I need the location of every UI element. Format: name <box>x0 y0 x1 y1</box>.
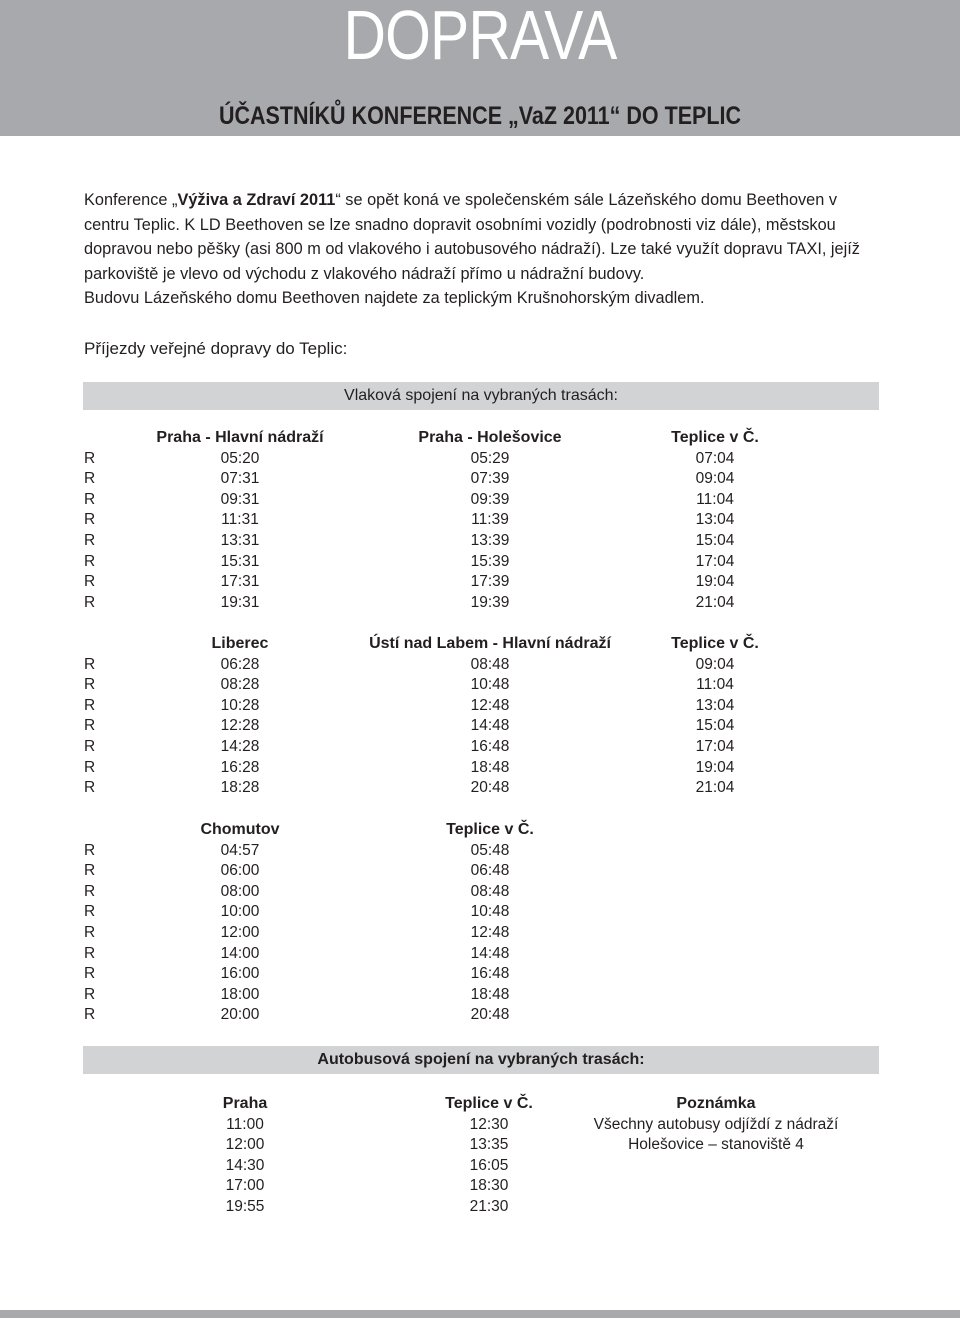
bus-section-band <box>83 1046 879 1074</box>
departure-time: 16:00 <box>220 965 260 983</box>
train-type: R <box>84 552 96 570</box>
stop-time: 08:48 <box>470 882 510 900</box>
timetable-header-row <box>0 820 960 841</box>
stop-time: 18:48 <box>470 758 510 776</box>
column-header: Chomutov <box>200 821 280 838</box>
stop-time: 05:48 <box>470 841 510 859</box>
train-type: R <box>84 511 96 529</box>
departure-time: 06:28 <box>220 655 260 673</box>
conference-name: Výživa a Zdraví 2011 <box>177 190 336 209</box>
timetable-row <box>0 510 960 531</box>
stop-time: 20:48 <box>470 1006 510 1024</box>
train-type: R <box>84 696 96 714</box>
timetable-header-row <box>0 428 960 449</box>
train-type: R <box>84 531 96 549</box>
timetable-row <box>0 469 960 490</box>
arrivals-label: Příjezdy veřejné dopravy do Teplic: <box>84 339 348 358</box>
stop-time: 14:48 <box>470 717 510 735</box>
train-type: R <box>84 841 96 859</box>
column-header: Poznámka <box>676 1095 756 1112</box>
train-timetable-praha <box>0 428 960 613</box>
departure-time: 07:31 <box>220 470 260 488</box>
departure-time: 10:00 <box>220 903 260 921</box>
column-header: Praha - Holešovice <box>418 429 562 446</box>
arrival-time: 21:30 <box>469 1197 509 1215</box>
timetable-row <box>0 737 960 758</box>
departure-time: 06:00 <box>220 862 260 880</box>
train-type: R <box>84 717 96 735</box>
stop-time: 14:48 <box>470 944 510 962</box>
arrival-time: 07:04 <box>695 449 735 467</box>
note: Holešovice – stanoviště 4 <box>628 1136 804 1154</box>
train-type: R <box>84 944 96 962</box>
page-header <box>0 0 960 136</box>
departure-time: 18:28 <box>220 779 260 797</box>
arrival-time: 13:04 <box>695 696 735 714</box>
timetable-row <box>0 882 960 903</box>
timetable-row <box>0 841 960 862</box>
arrival-time: 19:04 <box>695 573 735 591</box>
train-type: R <box>84 593 96 611</box>
stop-time: 13:39 <box>470 531 510 549</box>
stop-time: 16:48 <box>470 737 510 755</box>
departure-time: 17:00 <box>225 1177 265 1195</box>
arrival-time: 11:04 <box>696 490 734 508</box>
intro-paragraph-2: Budovu Lázeňského domu Beethoven najdete za teplickým Krušnohorským divadlem. <box>84 288 705 307</box>
timetable-row <box>0 696 960 717</box>
arrival-time: 11:04 <box>696 676 734 694</box>
stop-time: 17:39 <box>470 573 510 591</box>
arrival-time: 15:04 <box>695 531 735 549</box>
timetable-row <box>0 778 960 799</box>
arrival-time: 17:04 <box>695 737 735 755</box>
departure-time: 13:31 <box>220 531 260 549</box>
bus-row <box>0 1135 960 1156</box>
page-subtitle: ÚČASTNÍKŮ KONFERENCE „VaZ 2011“ DO TEPLIC <box>218 102 742 130</box>
departure-time: 12:00 <box>220 923 260 941</box>
bus-row <box>0 1115 960 1136</box>
timetable-row <box>0 944 960 965</box>
departure-time: 18:00 <box>220 985 260 1003</box>
column-header: Liberec <box>211 635 269 652</box>
timetable-row <box>0 861 960 882</box>
column-header: Ústí nad Labem - Hlavní nádraží <box>369 635 611 652</box>
column-header: Teplice v Č. <box>671 635 759 652</box>
train-type: R <box>84 470 96 488</box>
arrival-time: 15:04 <box>695 717 735 735</box>
train-type: R <box>84 882 96 900</box>
timetable-row <box>0 1005 960 1026</box>
stop-time: 07:39 <box>470 470 510 488</box>
stop-time: 11:39 <box>471 511 509 529</box>
train-section-band <box>83 382 879 410</box>
arrival-time: 13:35 <box>469 1136 509 1154</box>
arrival-time: 21:04 <box>695 593 735 611</box>
timetable-row <box>0 449 960 470</box>
train-type: R <box>84 965 96 983</box>
train-type: R <box>84 985 96 1003</box>
departure-time: 12:00 <box>225 1136 265 1154</box>
departure-time: 09:31 <box>220 490 260 508</box>
train-type: R <box>84 573 96 591</box>
arrival-time: 17:04 <box>695 552 735 570</box>
timetable-row <box>0 531 960 552</box>
departure-time: 08:28 <box>220 676 260 694</box>
column-header: Teplice v Č. <box>446 821 534 838</box>
stop-time: 10:48 <box>470 676 510 694</box>
arrival-time: 16:05 <box>469 1156 509 1174</box>
arrival-time: 09:04 <box>695 470 735 488</box>
departure-time: 14:00 <box>220 944 260 962</box>
departure-time: 11:31 <box>221 511 259 529</box>
note: Všechny autobusy odjíždí z nádraží <box>593 1115 839 1133</box>
departure-time: 04:57 <box>220 841 260 859</box>
stop-time: 06:48 <box>470 862 510 880</box>
footer-bar <box>0 1310 960 1318</box>
bus-section-title: Autobusová spojení na vybraných trasách: <box>317 1051 645 1068</box>
departure-time: 19:55 <box>225 1197 265 1215</box>
departure-time: 12:28 <box>220 717 260 735</box>
column-header: Praha <box>222 1095 268 1112</box>
train-timetable-chomutov <box>0 820 960 1026</box>
timetable-row <box>0 655 960 676</box>
stop-time: 12:48 <box>470 696 510 714</box>
arrival-time: 18:30 <box>469 1177 509 1195</box>
timetable-row <box>0 964 960 985</box>
timetable-row <box>0 923 960 944</box>
train-type: R <box>84 655 96 673</box>
train-type: R <box>84 862 96 880</box>
arrival-time: 12:30 <box>469 1115 509 1133</box>
bus-row <box>0 1197 960 1218</box>
timetable-row <box>0 593 960 614</box>
timetable-row <box>0 985 960 1006</box>
train-type: R <box>84 903 96 921</box>
timetable-row <box>0 675 960 696</box>
bus-header-row <box>0 1094 960 1115</box>
timetable-row <box>0 490 960 511</box>
departure-time: 11:00 <box>226 1115 264 1133</box>
train-type: R <box>84 923 96 941</box>
arrival-time: 13:04 <box>695 511 735 529</box>
stop-time: 12:48 <box>470 923 510 941</box>
bus-row <box>0 1176 960 1197</box>
stop-time: 15:39 <box>470 552 510 570</box>
arrival-time: 21:04 <box>695 779 735 797</box>
timetable-row <box>0 552 960 573</box>
stop-time: 18:48 <box>470 985 510 1003</box>
departure-time: 08:00 <box>220 882 260 900</box>
departure-time: 16:28 <box>220 758 260 776</box>
departure-time: 20:00 <box>220 1006 260 1024</box>
train-type: R <box>84 737 96 755</box>
timetable-row <box>0 758 960 779</box>
stop-time: 08:48 <box>470 655 510 673</box>
timetable-row <box>0 716 960 737</box>
stop-time: 10:48 <box>470 903 510 921</box>
stop-time: 20:48 <box>470 779 510 797</box>
train-type: R <box>84 490 96 508</box>
timetable-row <box>0 902 960 923</box>
departure-time: 10:28 <box>220 696 260 714</box>
departure-time: 05:20 <box>220 449 260 467</box>
departure-time: 17:31 <box>220 573 260 591</box>
departure-time: 14:28 <box>220 737 260 755</box>
departure-time: 15:31 <box>220 552 260 570</box>
intro-paragraph-1 <box>84 188 881 286</box>
intro-text <box>84 188 881 311</box>
train-type: R <box>84 1006 96 1024</box>
train-type: R <box>84 779 96 797</box>
train-section-title: Vlaková spojení na vybraných trasách: <box>344 387 618 404</box>
stop-time: 05:29 <box>470 449 510 467</box>
stop-time: 09:39 <box>470 490 510 508</box>
departure-time: 14:30 <box>225 1156 265 1174</box>
bus-timetable <box>0 1094 960 1218</box>
train-type: R <box>84 676 96 694</box>
train-type: R <box>84 449 96 467</box>
train-type: R <box>84 758 96 776</box>
page-title: DOPRAVA <box>343 0 617 74</box>
stop-time: 16:48 <box>470 965 510 983</box>
column-header: Praha - Hlavní nádraží <box>156 429 324 446</box>
arrival-time: 09:04 <box>695 655 735 673</box>
timetable-row <box>0 572 960 593</box>
column-header: Teplice v Č. <box>671 429 759 446</box>
timetable-header-row <box>0 634 960 655</box>
departure-time: 19:31 <box>220 593 260 611</box>
column-header: Teplice v Č. <box>445 1095 533 1112</box>
arrival-time: 19:04 <box>695 758 735 776</box>
intro-body: “ se opět koná ve společenském sále Lázeňského domu Beethoven v centru Teplic. K LD Beethoven se lze snadno dopravit osobními vozidly (podrobnosti viz dále), městskou dopravou nebo pěšky (asi 800 m od vlakového i autobusového nádraží). Lze také využít dopravu TAXI, jejíž parkoviště je vlevo od východu z vlakového nádraží přímo u nádražní budovy. <box>84 190 860 283</box>
bus-row <box>0 1156 960 1177</box>
intro-prefix: Konference „ <box>84 190 178 209</box>
train-timetable-liberec <box>0 634 960 799</box>
stop-time: 19:39 <box>470 593 510 611</box>
